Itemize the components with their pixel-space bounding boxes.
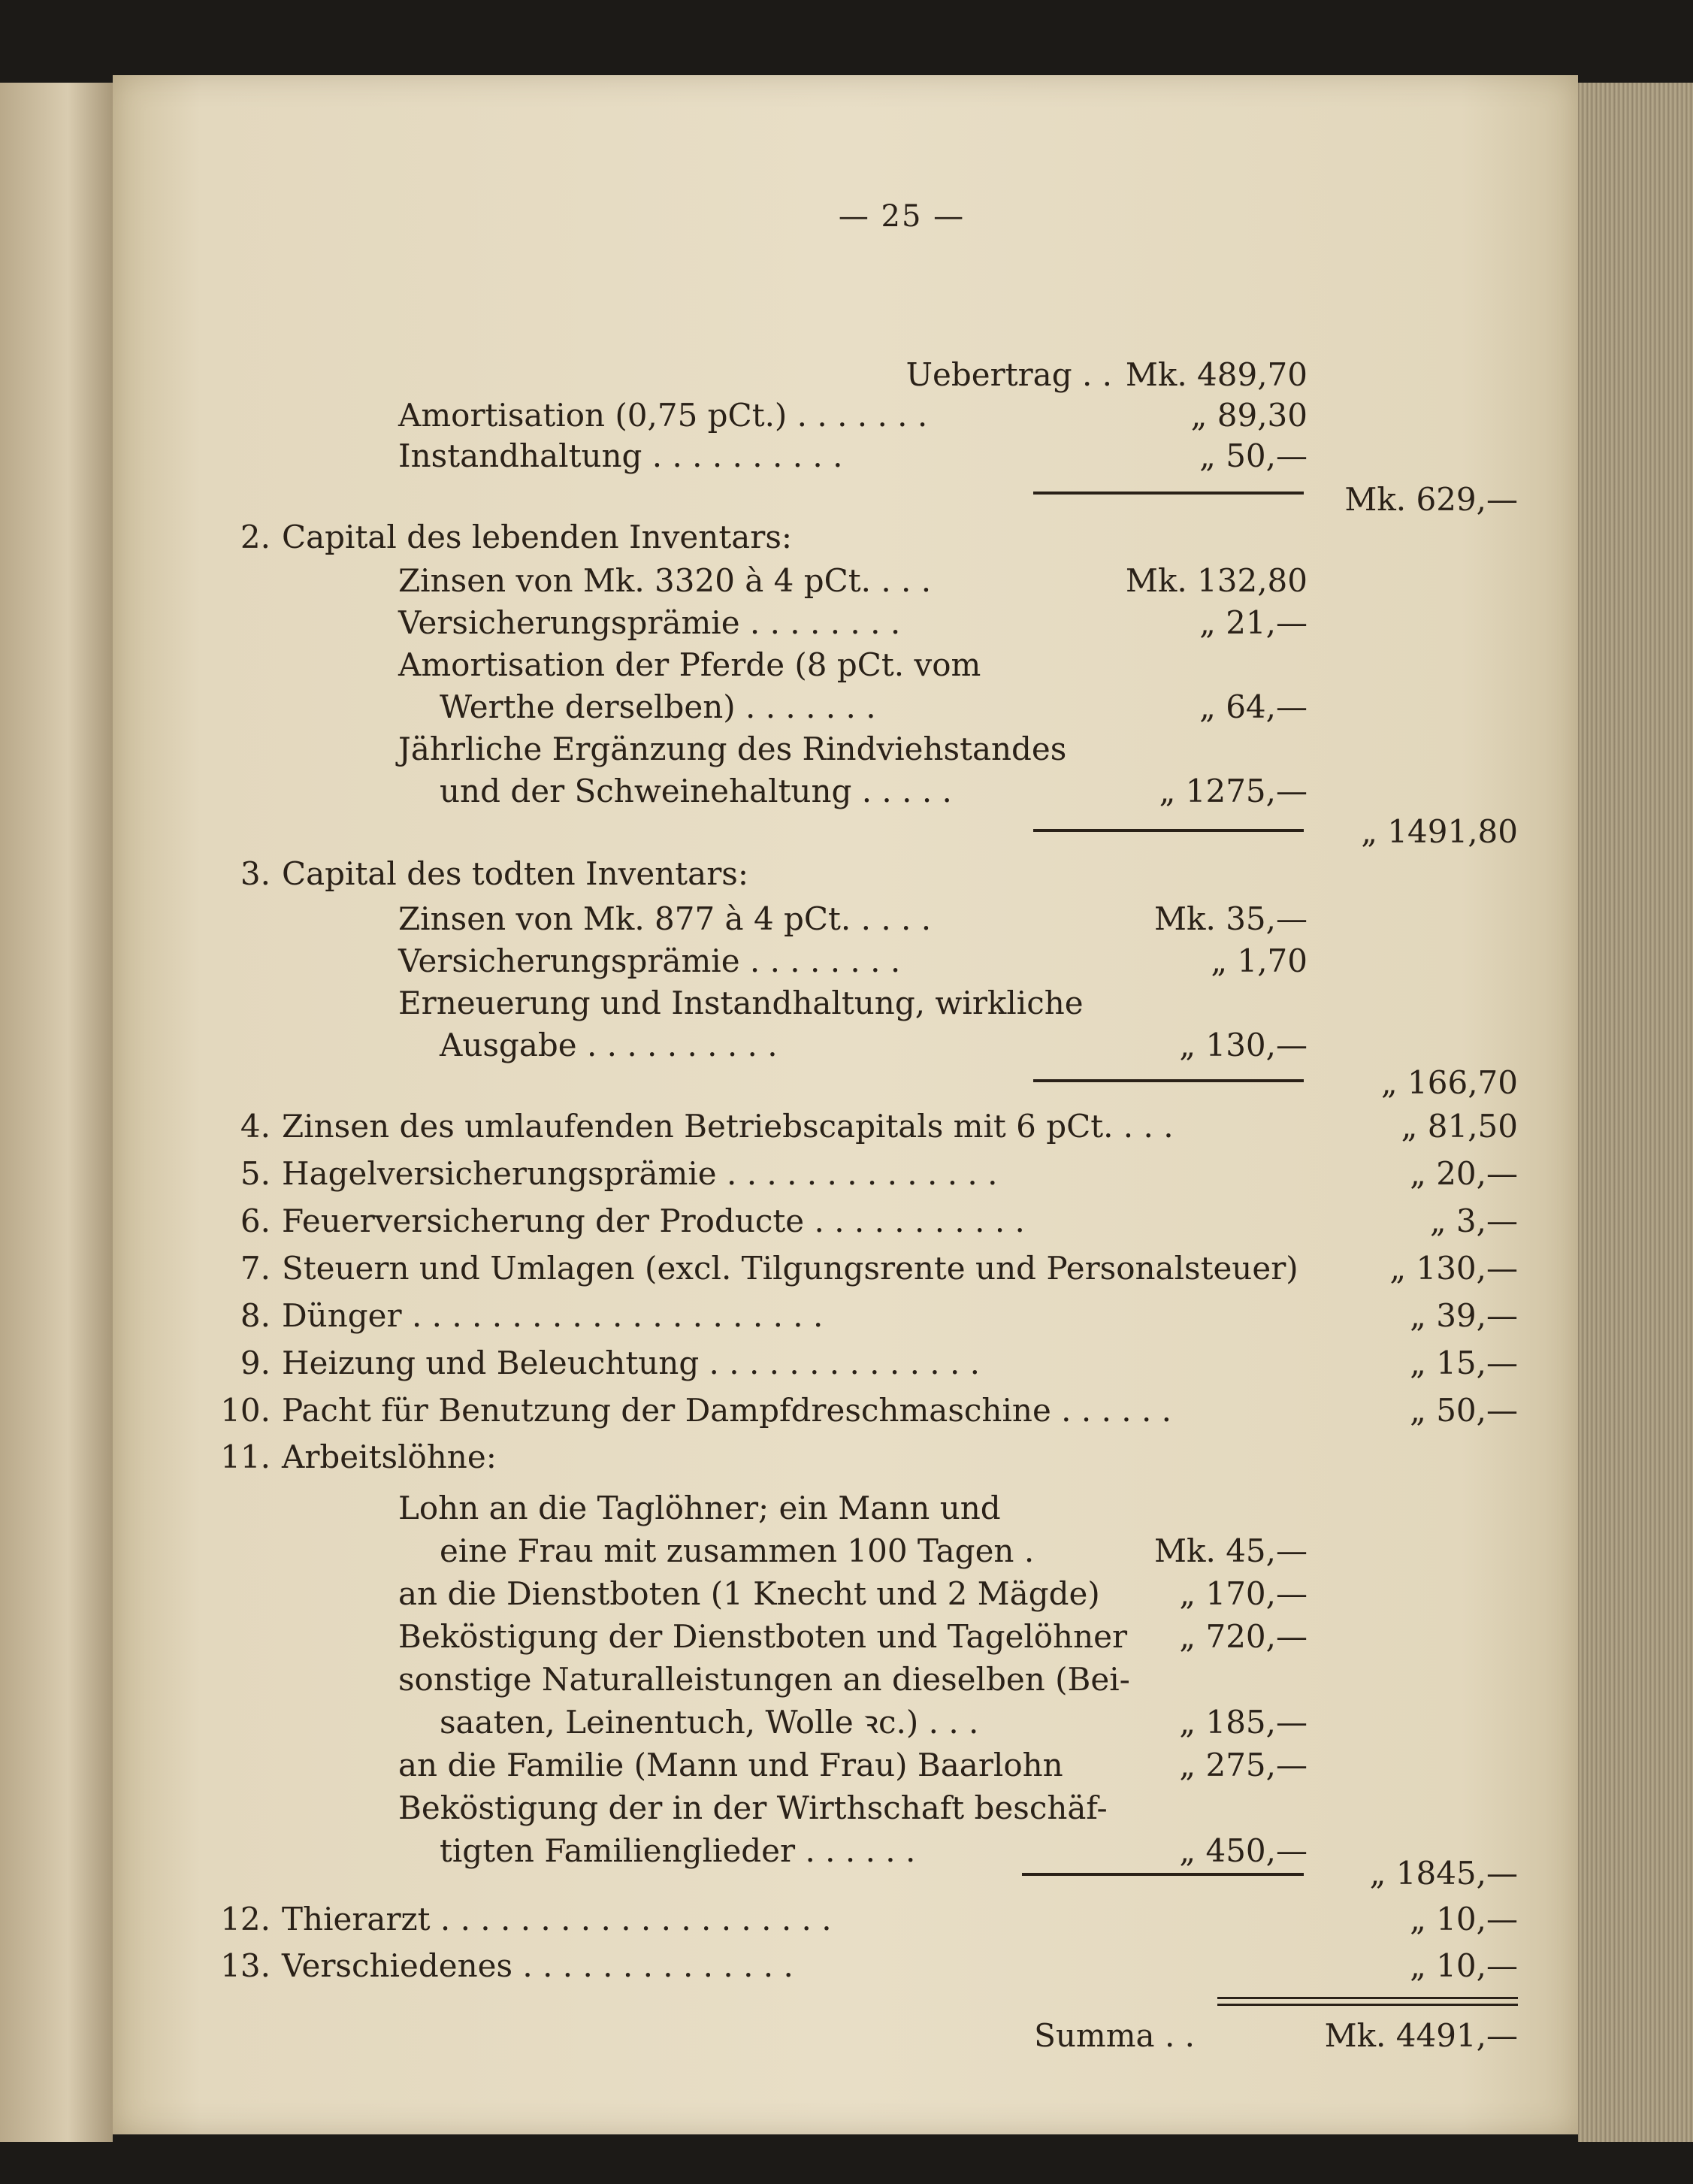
ledger-line xyxy=(113,1744,1578,1787)
ledger-line xyxy=(113,643,1578,687)
line-label: tigten Familienglieder . . . . . . xyxy=(440,1832,916,1869)
line-label: Beköstigung der Dienstboten und Tagelöhner xyxy=(398,1618,1128,1655)
page-stack-edge xyxy=(1578,83,1693,2142)
subtotal-amount: „ 1845,— xyxy=(1369,1855,1518,1892)
subtotal-row xyxy=(113,1852,1578,1895)
line-label: Jährliche Ergänzung des Rindviehstandes xyxy=(398,731,1067,767)
facing-page-edge xyxy=(0,83,113,2142)
item-label: Steuern und Umlagen (excl. Tilgungsrente und Personalsteuer) xyxy=(282,1250,1298,1287)
item-3-heading xyxy=(113,852,1578,896)
page xyxy=(113,75,1578,2134)
item-amount: „ 39,— xyxy=(1410,1297,1518,1334)
ledger-line xyxy=(113,559,1578,603)
ledger-line xyxy=(113,1944,1578,1988)
line-label: Amortisation der Pferde (8 pCt. vom xyxy=(398,646,981,683)
ledger-line xyxy=(113,939,1578,983)
line-amount: „ 720,— xyxy=(1179,1618,1308,1655)
line-label: Versicherungsprämie . . . . . . . . xyxy=(398,942,901,979)
line-label: und der Schweinehaltung . . . . . xyxy=(440,773,952,809)
item-label: Thierarzt . . . . . . . . . . . . . . . . . . . . xyxy=(282,1901,832,1937)
subtotal-amount: „ 166,70 xyxy=(1380,1064,1518,1101)
line-label: sonstige Naturalleistungen an dieselben (Bei- xyxy=(398,1661,1130,1698)
sum-rule xyxy=(1217,1997,1518,2006)
item-amount: „ 3,— xyxy=(1429,1202,1518,1239)
ledger-line xyxy=(113,685,1578,729)
ledger-line xyxy=(113,1152,1578,1196)
item-number: 11. xyxy=(220,1438,271,1475)
item-label: Verschiedenes . . . . . . . . . . . . . . xyxy=(282,1947,794,1984)
line-label: Beköstigung der in der Wirthschaft beschäf- xyxy=(398,1789,1108,1826)
ledger-line xyxy=(113,1342,1578,1385)
item-label: Heizung und Beleuchtung . . . . . . . . . . . . . . xyxy=(282,1345,981,1381)
line-amount: „ 1,70 xyxy=(1211,942,1308,979)
ledger-line xyxy=(113,770,1578,813)
subtotal-amount: „ 1491,80 xyxy=(1361,813,1518,850)
item-2-heading xyxy=(113,516,1578,559)
line-amount: „ 1275,— xyxy=(1159,773,1308,809)
ledger-line xyxy=(113,897,1578,941)
sum-row xyxy=(113,2014,1578,2058)
line-amount: „ 64,— xyxy=(1199,688,1308,725)
line-label: Werthe derselben) . . . . . . . xyxy=(440,688,876,725)
item-amount: „ 10,— xyxy=(1410,1901,1518,1937)
item-number: 4. xyxy=(240,1108,271,1145)
line-label: Erneuerung und Instandhaltung, wirkliche xyxy=(398,985,1084,1021)
maintenance-row xyxy=(113,434,1578,478)
item-number: 10. xyxy=(220,1392,271,1429)
subtotal-row xyxy=(113,810,1578,854)
item-amount: „ 130,— xyxy=(1389,1250,1518,1287)
item-number: 13. xyxy=(220,1947,271,1984)
line-amount: Mk. 132,80 xyxy=(1125,562,1308,599)
item-number: 6. xyxy=(240,1202,271,1239)
ledger-line xyxy=(113,1199,1578,1243)
line-amount: „ 275,— xyxy=(1179,1747,1308,1783)
carry-amount: Mk. 489,70 xyxy=(1125,356,1308,393)
line-label: Versicherungsprämie . . . . . . . . xyxy=(398,604,901,641)
line-label: Zinsen von Mk. 3320 à 4 pCt. . . . xyxy=(398,562,932,599)
line-amount: Mk. 35,— xyxy=(1154,900,1308,937)
item-number: 2. xyxy=(240,519,271,555)
line-label: Ausgabe . . . . . . . . . . xyxy=(440,1027,778,1063)
maintenance-label: Instandhaltung . . . . . . . . . . xyxy=(398,437,843,474)
ledger-line xyxy=(113,1294,1578,1338)
item-11-heading xyxy=(113,1435,1578,1479)
line-amount: „ 185,— xyxy=(1179,1704,1308,1741)
ledger-line xyxy=(113,1898,1578,1941)
ledger-line xyxy=(113,1615,1578,1659)
item-number: 12. xyxy=(220,1901,271,1937)
item-label: Capital des lebenden Inventars: xyxy=(282,519,793,555)
ledger-line xyxy=(113,1701,1578,1744)
ledger-line xyxy=(113,601,1578,645)
ledger-line xyxy=(113,1105,1578,1148)
item-label: Feuerversicherung der Producte . . . . . . . . . . . xyxy=(282,1202,1025,1239)
line-label: Lohn an die Taglöhner; ein Mann und xyxy=(398,1490,1001,1526)
item-number: 9. xyxy=(240,1345,271,1381)
subtotal-row xyxy=(113,1061,1578,1105)
item-amount: „ 15,— xyxy=(1410,1345,1518,1381)
ledger-line xyxy=(113,1529,1578,1573)
item-amount: „ 50,— xyxy=(1410,1392,1518,1429)
item-number: 8. xyxy=(240,1297,271,1334)
ledger-line xyxy=(113,1487,1578,1530)
ledger-line xyxy=(113,1658,1578,1702)
carry-over-row xyxy=(113,353,1578,397)
ledger-content xyxy=(113,75,1578,2134)
sum-amount: Mk. 4491,— xyxy=(1324,2017,1518,2054)
line-amount: Mk. 45,— xyxy=(1154,1532,1308,1569)
ledger-line xyxy=(113,1572,1578,1616)
line-amount: „ 130,— xyxy=(1179,1027,1308,1063)
item-label: Dünger . . . . . . . . . . . . . . . . . . . . . xyxy=(282,1297,824,1334)
item-label: Pacht für Benutzung der Dampfdreschmaschine . . . . . . xyxy=(282,1392,1172,1429)
item-label: Zinsen des umlaufenden Betriebscapitals mit 6 pCt. . . . xyxy=(282,1108,1174,1145)
amortisation-row xyxy=(113,394,1578,437)
line-label: Zinsen von Mk. 877 à 4 pCt. . . . . xyxy=(398,900,932,937)
ledger-line xyxy=(113,1389,1578,1432)
ledger-line xyxy=(113,982,1578,1025)
line-amount: „ 21,— xyxy=(1199,604,1308,641)
sum-label: Summa . . xyxy=(1034,2017,1195,2054)
ledger-line xyxy=(113,1247,1578,1290)
line-amount: „ 450,— xyxy=(1179,1832,1308,1869)
ledger-line xyxy=(113,1786,1578,1830)
line-amount: „ 170,— xyxy=(1179,1575,1308,1612)
item-label: Arbeitslöhne: xyxy=(282,1438,497,1475)
item-amount: „ 10,— xyxy=(1410,1947,1518,1984)
subtotal-amount: Mk. 629,— xyxy=(1344,481,1518,518)
item-amount: „ 20,— xyxy=(1410,1155,1518,1192)
item-number: 5. xyxy=(240,1155,271,1192)
carry-label: Uebertrag . . xyxy=(905,356,1112,393)
line-label: eine Frau mit zusammen 100 Tagen . xyxy=(440,1532,1035,1569)
item-label: Capital des todten Inventars: xyxy=(282,855,748,892)
amortisation-label: Amortisation (0,75 pCt.) . . . . . . . xyxy=(398,397,928,434)
line-label: an die Dienstboten (1 Knecht und 2 Mägde) xyxy=(398,1575,1100,1612)
maintenance-amount: „ 50,— xyxy=(1199,437,1308,474)
line-label: an die Familie (Mann und Frau) Baarlohn xyxy=(398,1747,1063,1783)
amortisation-amount: „ 89,30 xyxy=(1190,397,1308,434)
item-label: Hagelversicherungsprämie . . . . . . . . . . . . . . xyxy=(282,1155,998,1192)
item-number: 3. xyxy=(240,855,271,892)
line-label: saaten, Leinentuch, Wolle ꝛc.) . . . xyxy=(440,1704,979,1741)
page-number: — 25 — xyxy=(838,199,966,234)
item-number: 7. xyxy=(240,1250,271,1287)
item-amount: „ 81,50 xyxy=(1401,1108,1518,1145)
ledger-line xyxy=(113,727,1578,771)
